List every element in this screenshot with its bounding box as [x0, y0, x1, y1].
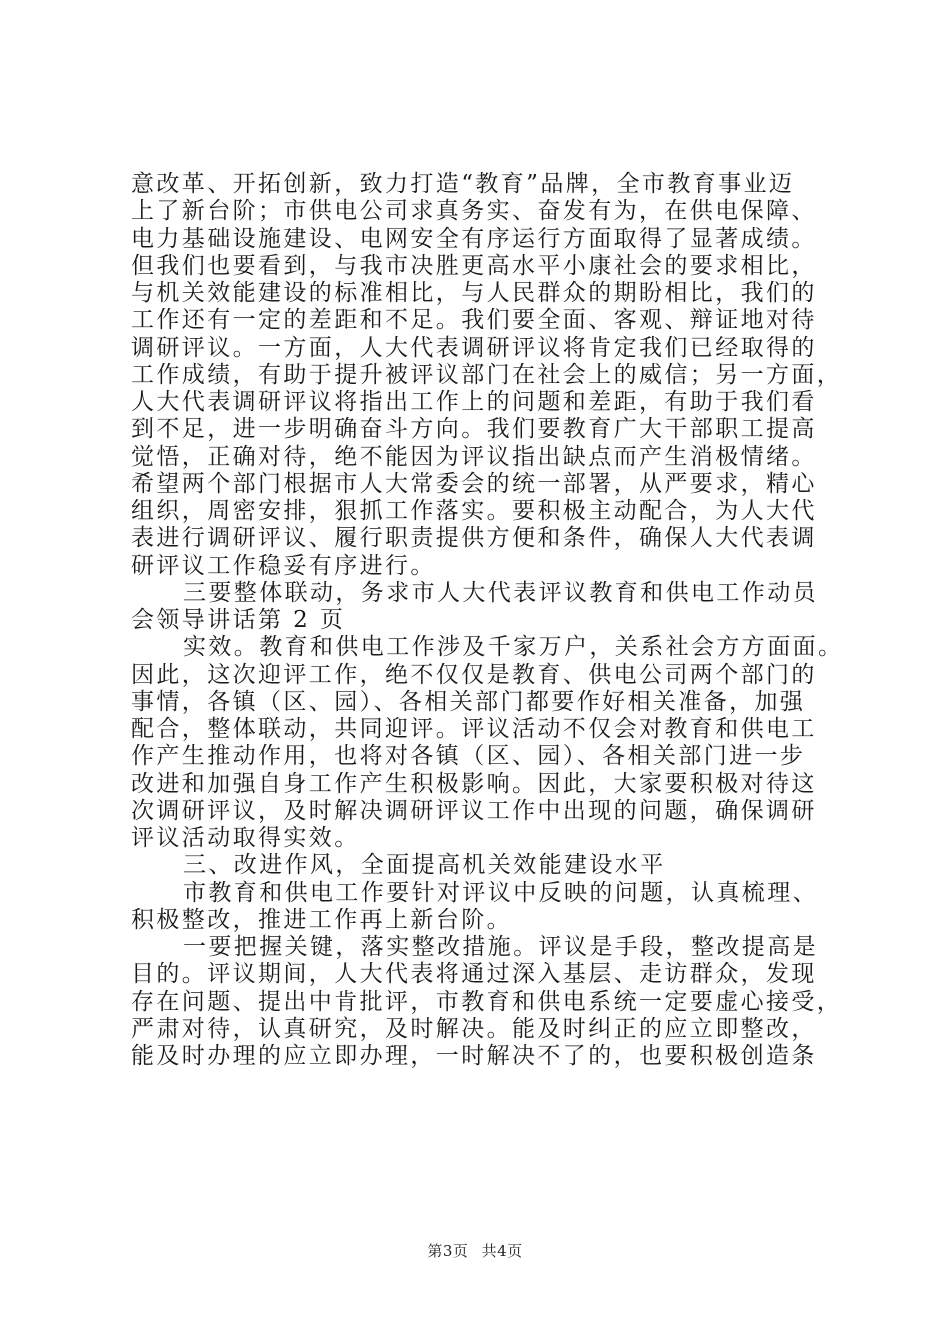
text-line: 因此，这次迎评工作，绝不仅仅是教育、供电公司两个部门的 — [131, 661, 817, 688]
text-line: 调研评议。一方面，人大代表调研评议将肯定我们已经取得的 — [131, 334, 817, 361]
text-line: 配合，整体联动，共同迎评。评议活动不仅会对教育和供电工 — [131, 716, 817, 742]
text-line: 研评议工作稳妥有序进行。 — [131, 552, 436, 579]
page-footer — [0, 1240, 950, 1261]
text-line: 改进和加强自身工作产生积极影响。因此，大家要积极对待这 — [131, 770, 817, 797]
text-line: 评议活动取得实效。 — [131, 825, 360, 851]
paragraph-heading-line: 三要整体联动，务求市人大代表评议教育和供电工作动员 — [183, 579, 818, 606]
text-line: 存在问题、提出中肯批评，市教育和供电系统一定要虚心接受， — [131, 988, 843, 1015]
current-page-label: 第3页 — [427, 1242, 469, 1260]
total-pages-label: 共4页 — [481, 1242, 523, 1260]
text-line: 组织，周密安排，狠抓工作落实。要积极主动配合，为人大代 — [131, 498, 817, 524]
text-line: 上了新台阶；市供电公司求真务实、奋发有为，在供电保障、 — [131, 198, 817, 225]
document-body — [131, 171, 844, 1070]
text-line: 意改革、开拓创新，致力打造“教育”品牌，全市教育事业迈 — [131, 171, 795, 197]
text-line: 工作成绩，有助于提升被评议部门在社会上的威信；另一方面， — [131, 361, 843, 388]
text-line: 能及时办理的应立即办理，一时解决不了的，也要积极创造条 — [131, 1043, 817, 1069]
text-line: 积极整改，推进工作再上新台阶。 — [131, 906, 512, 933]
text-line: 作产生推动作用，也将对各镇（区、园）、各相关部门进一步 — [131, 743, 806, 770]
paragraph-start-line: 实效。教育和供电工作涉及千家万户，关系社会方方面面。 — [183, 634, 844, 661]
text-line: 希望两个部门根据市人大常委会的统一部署，从严要求，精心 — [131, 470, 817, 497]
text-line: 会领导讲话第 2 页 — [131, 607, 346, 633]
text-line: 目的。评议期间，人大代表将通过深入基层、走访群众，发现 — [131, 961, 817, 988]
text-line: 但我们也要看到，与我市决胜更高水平小康社会的要求相比， — [131, 252, 817, 279]
text-line: 人大代表调研评议将指出工作上的问题和差距，有助于我们看 — [131, 389, 817, 415]
text-line: 到不足，进一步明确奋斗方向。我们要教育广大干部职工提高 — [131, 416, 817, 443]
section-heading: 三、改进作风，全面提高机关效能建设水平 — [183, 852, 666, 879]
text-line: 觉悟，正确对待，绝不能因为评议指出缺点而产生消极情绪。 — [131, 443, 817, 470]
text-line: 工作还有一定的差距和不足。我们要全面、客观、辩证地对待 — [131, 307, 817, 334]
paragraph-start-line: 市教育和供电工作要针对评议中反映的问题，认真梳理、 — [183, 879, 818, 906]
text-line: 事情，各镇（区、园）、各相关部门都要作好相关准备，加强 — [131, 688, 806, 715]
text-line: 严肃对待，认真研究，及时解决。能及时纠正的应立即整改， — [131, 1015, 817, 1042]
text-line: 电力基础设施建设、电网安全有序运行方面取得了显著成绩。 — [131, 225, 817, 252]
paragraph-start-line: 一要把握关键，落实整改措施。评议是手段，整改提高是 — [183, 934, 818, 960]
text-line: 次调研评议，及时解决调研评议工作中出现的问题，确保调研 — [131, 797, 817, 824]
text-line: 表进行调研评议、履行职责提供方便和条件，确保人大代表调 — [131, 525, 817, 552]
text-line: 与机关效能建设的标准相比，与人民群众的期盼相比，我们的 — [131, 280, 817, 306]
